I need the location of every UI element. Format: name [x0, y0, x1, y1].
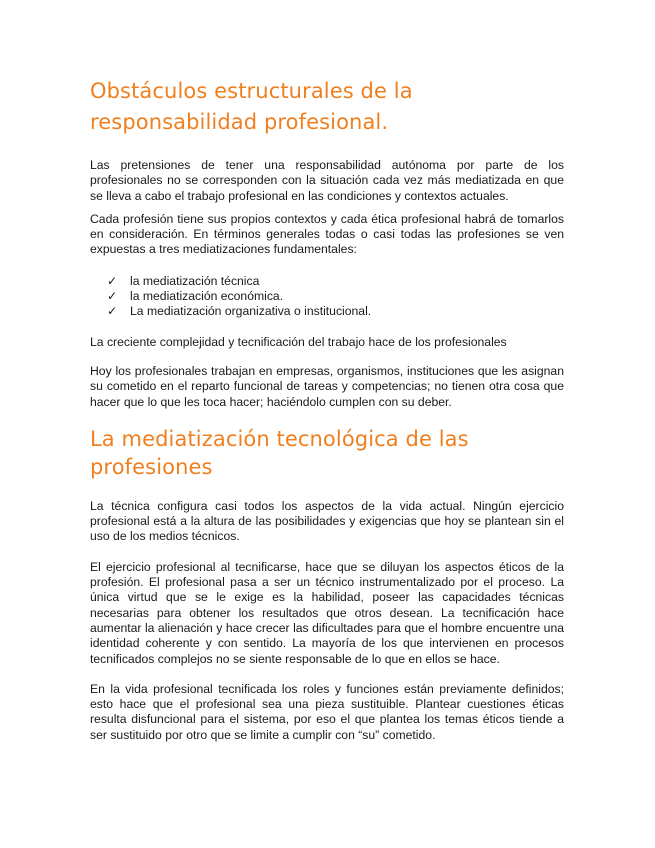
- paragraph: En la vida profesional tecnificada los roles y funciones están previamente definidos; esto hace que el profesional sea una pieza sustituible. Plantear cuestiones éticas resulta disfuncional para el sistema, por eso el que plantea los temas éticos tiende a ser sustituido por otro que se limite a cumplir con “su” cometido.: [90, 681, 564, 742]
- paragraph: Cada profesión tiene sus propios contextos y cada ética profesional habrá de tomarlos en consideración. En términos generales todas o casi todas las profesiones se ven expuestas a tres mediatizaciones fundamentales:: [90, 211, 564, 257]
- list-item: [107, 289, 564, 304]
- paragraph: Hoy los profesionales trabajan en empresas, organismos, instituciones que les asignan su cometido en el reparto funcional de tareas y competencias; no tienen otra cosa que hacer que lo que les toca hacer; haciéndolo cumplen con su deber.: [90, 363, 564, 409]
- paragraph: La técnica configura casi todos los aspectos de la vida actual. Ningún ejercicio profesional está a la altura de las posibilidades y exigencias que hoy se plantean sin el uso de los medios técnicos.: [90, 498, 564, 544]
- checklist: [90, 274, 564, 320]
- check-icon: ✓: [107, 273, 118, 288]
- paragraph: Las pretensiones de tener una responsabilidad autónoma por parte de los profesionales no se corresponden con la situación cada vez más mediatizada en que se lleva a cabo el trabajo profesional en las condiciones y contextos actuales.: [90, 158, 564, 203]
- check-icon: ✓: [107, 304, 118, 319]
- list-item-text: la mediatización técnica: [130, 273, 260, 288]
- paragraph: El ejercicio profesional al tecnificarse, hace que se diluyan los aspectos éticos de la profesión. El profesional pasa a ser un técnico instrumentalizado por el proceso. La única virtud que se le exige es la habilidad, poseer las capacidades técnicas necesarias para obtener los resultados que otros desean. La tecnificación hace aumentar la alienación y hace crecer las dificultades para que el hombre encuentre una identidad coherente y con sentido. La mayoría de los que intervienen en procesos tecnificados complejos no se siente responsable de lo que en ellos se hace.: [90, 559, 564, 666]
- list-item-text: La mediatización organizativa o institucional.: [130, 304, 372, 319]
- list-item: [107, 274, 564, 289]
- paragraph: La creciente complejidad y tecnificación del trabajo hace de los profesionales: [90, 334, 507, 349]
- list-item: [107, 304, 564, 319]
- section-title-mediatizacion: La mediatización tecnológica de las profesiones: [90, 426, 469, 479]
- document-body: [90, 76, 564, 743]
- check-icon: ✓: [107, 289, 118, 304]
- section-title-obstaculos: Obstáculos estructurales de la responsabilidad profesional.: [90, 79, 413, 134]
- list-item-text: la mediatización económica.: [130, 289, 284, 304]
